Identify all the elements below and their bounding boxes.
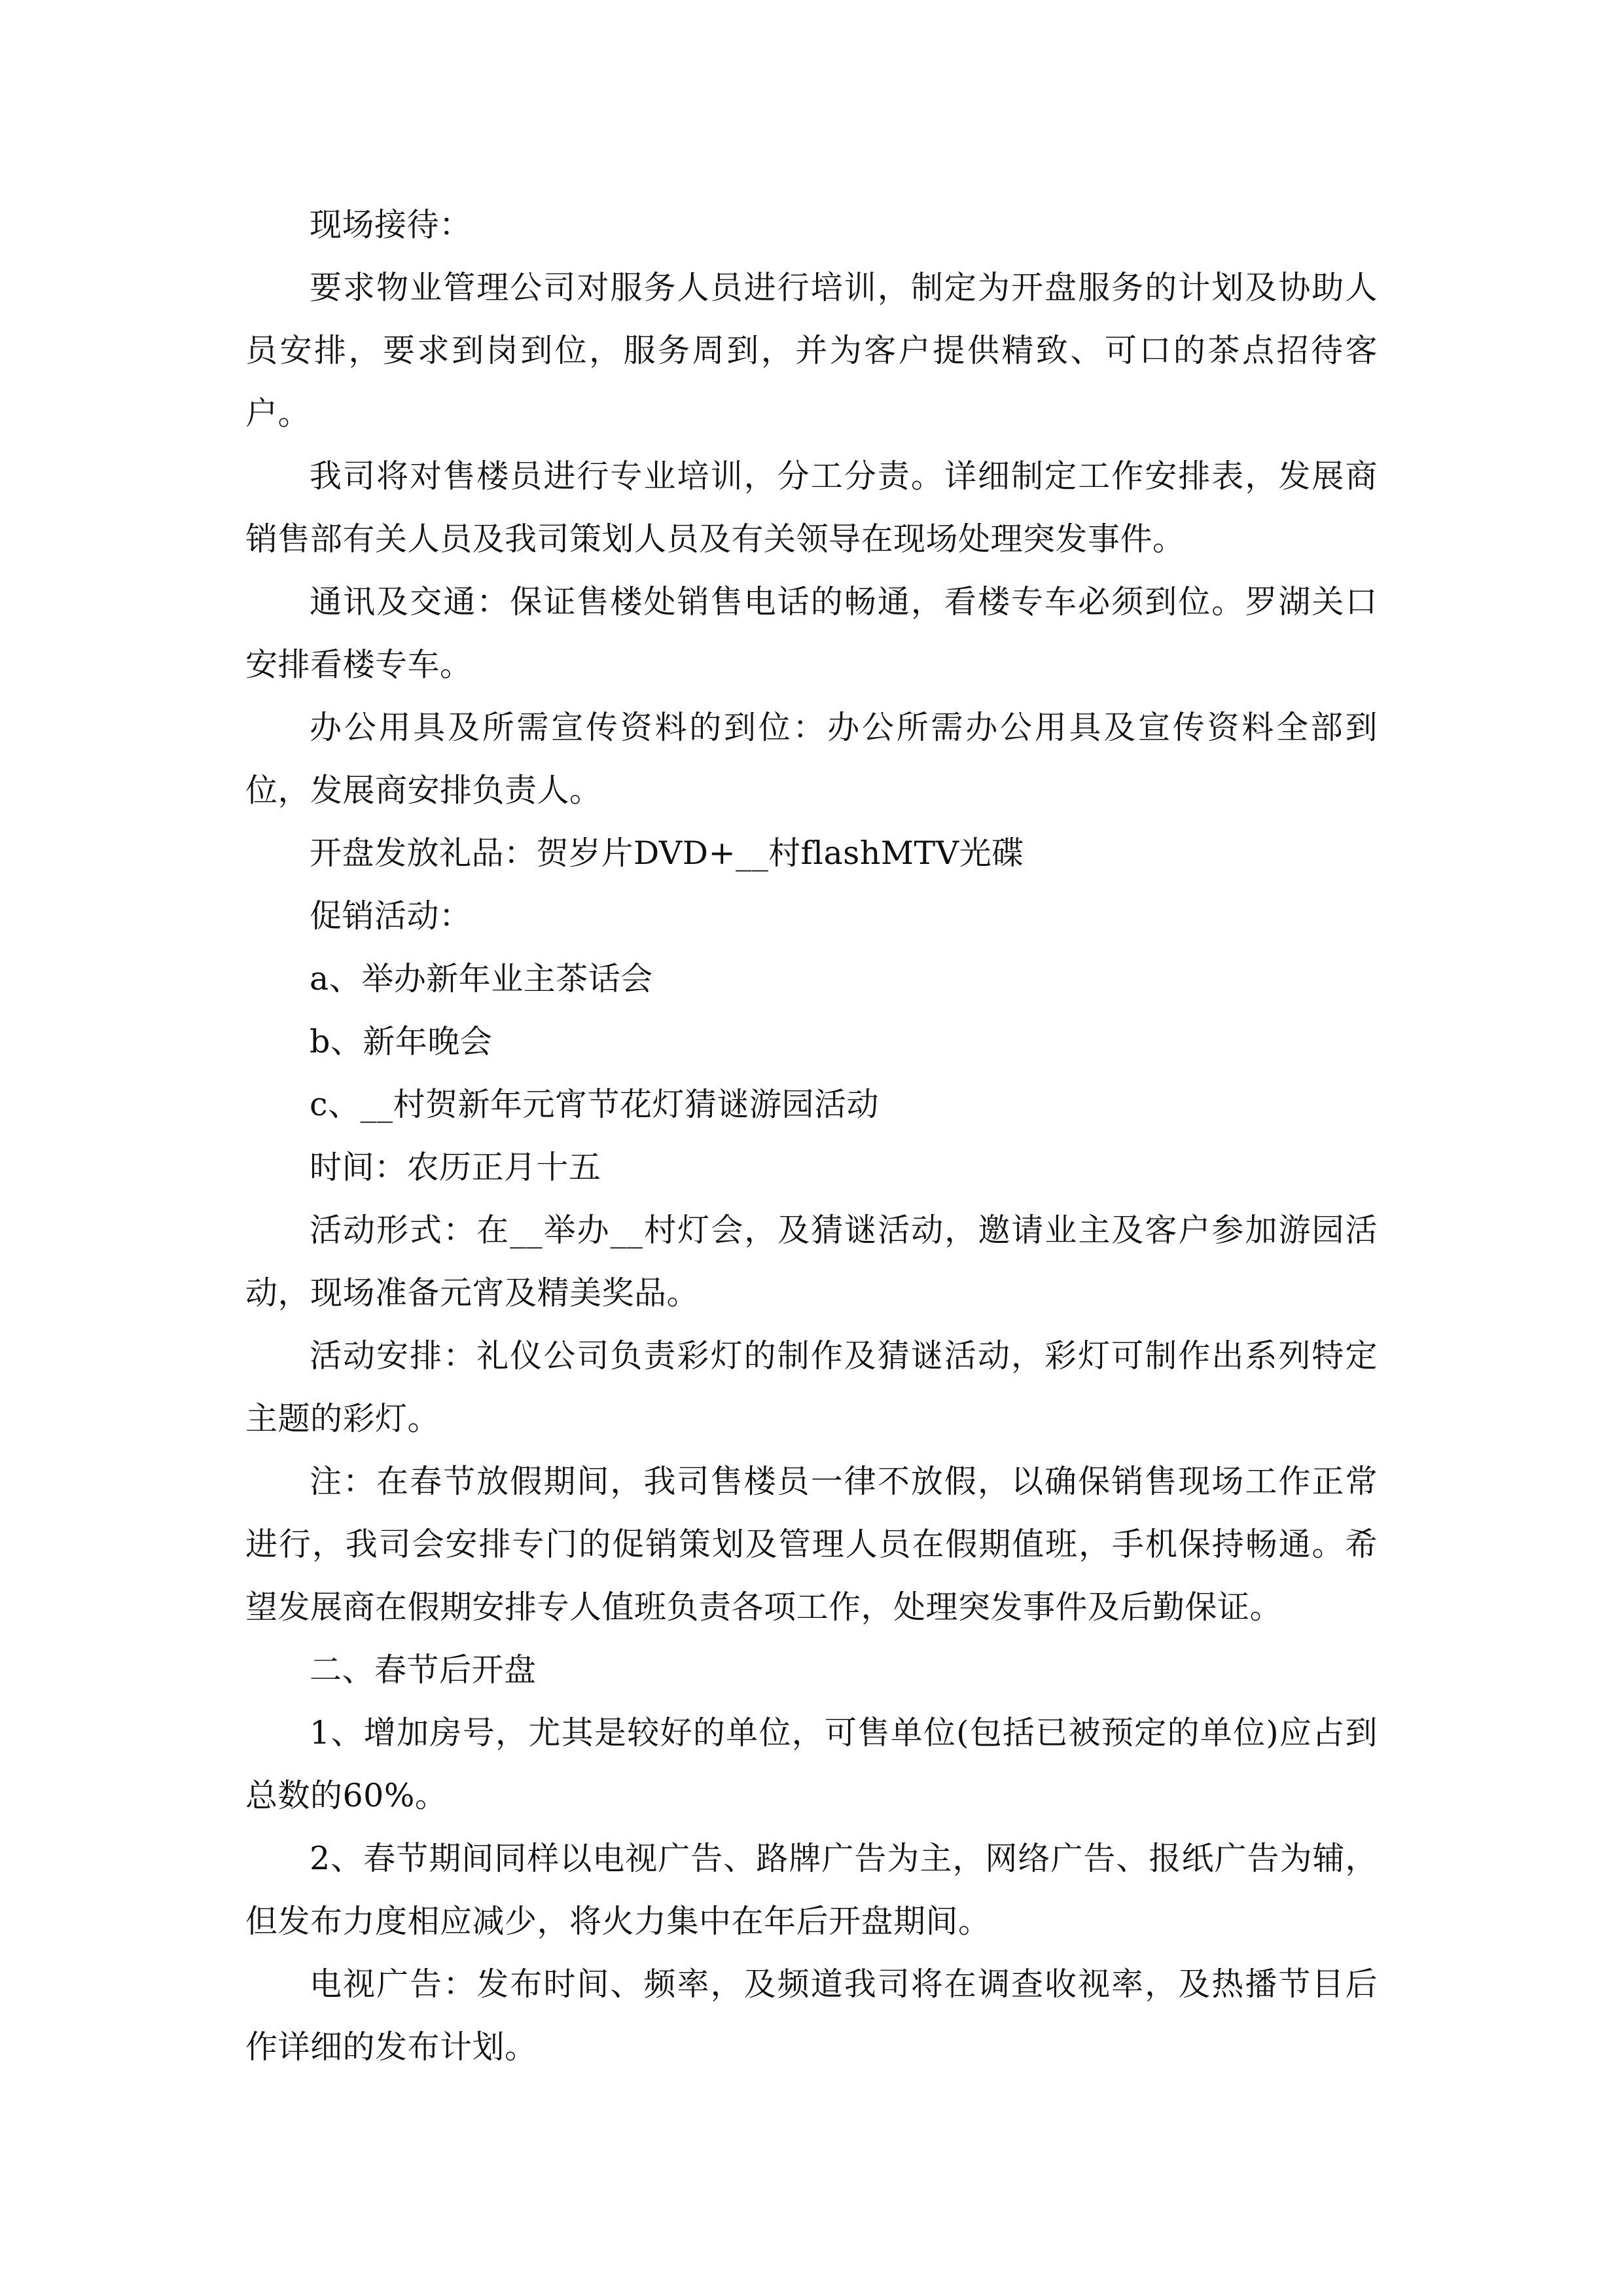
list-item-b: b、新年晚会 xyxy=(310,1023,493,1060)
paragraph-holiday-note: 注：在春节放假期间，我司售楼员一律不放假，以确保销售现场工作正常进行，我司会安排专门的促销策划及管理人员在假期值班，手机保持畅通。希望发展商在假期安排专人值班负责各项工作，处理突发事件及后勤保证。 xyxy=(245,1463,1378,1626)
list-item-2: 2、春节期间同样以电视广告、路牌广告为主，网络广告、报纸广告为辅，但发布力度相应减少，将火力集中在年后开盘期间。 xyxy=(245,1840,1378,1940)
list-item-1: 1、增加房号，尤其是较好的单位，可售单位(包括已被预定的单位)应占到总数的60%。 xyxy=(245,1714,1378,1814)
section-heading-promotions: 促销活动： xyxy=(310,897,472,935)
section-heading-after-festival: 二、春节后开盘 xyxy=(310,1651,537,1689)
paragraph-event-time: 时间：农历正月十五 xyxy=(310,1149,601,1186)
section-heading-onsite-reception: 现场接待： xyxy=(310,206,472,243)
paragraph-event-format: 活动形式：在__举办__村灯会，及猜谜活动，邀请业主及客户参加游园活动，现场准备元宵及精美奖品。 xyxy=(245,1211,1378,1312)
paragraph-office-supplies: 办公用具及所需宣传资料的到位：办公所需办公用具及宣传资料全部到位，发展商安排负责人。 xyxy=(245,709,1378,809)
paragraph-event-arrangement: 活动安排：礼仪公司负责彩灯的制作及猜谜活动，彩灯可制作出系列特定主题的彩灯。 xyxy=(245,1337,1378,1437)
paragraph-sales-training: 我司将对售楼员进行专业培训，分工分责。详细制定工作安排表，发展商销售部有关人员及我司策划人员及有关领导在现场处理突发事件。 xyxy=(245,457,1378,558)
list-item-c: c、__村贺新年元宵节花灯猜谜游园活动 xyxy=(310,1086,879,1123)
paragraph-tv-advertising: 电视广告：发布时间、频率，及频道我司将在调查收视率，及热播节目后作详细的发布计划。 xyxy=(245,1965,1378,2066)
list-item-a: a、举办新年业主茶话会 xyxy=(310,960,653,997)
document-body xyxy=(245,194,1378,2079)
paragraph-communication-transport: 通讯及交通：保证售楼处销售电话的畅通，看楼专车必须到位。罗湖关口安排看楼专车。 xyxy=(245,583,1378,683)
paragraph-property-management: 要求物业管理公司对服务人员进行培训，制定为开盘服务的计划及协助人员安排，要求到岗到位，服务周到，并为客户提供精致、可口的茶点招待客户。 xyxy=(245,269,1378,432)
paragraph-opening-gifts: 开盘发放礼品：贺岁片DVD+__村flashMTV光碟 xyxy=(310,834,1024,872)
